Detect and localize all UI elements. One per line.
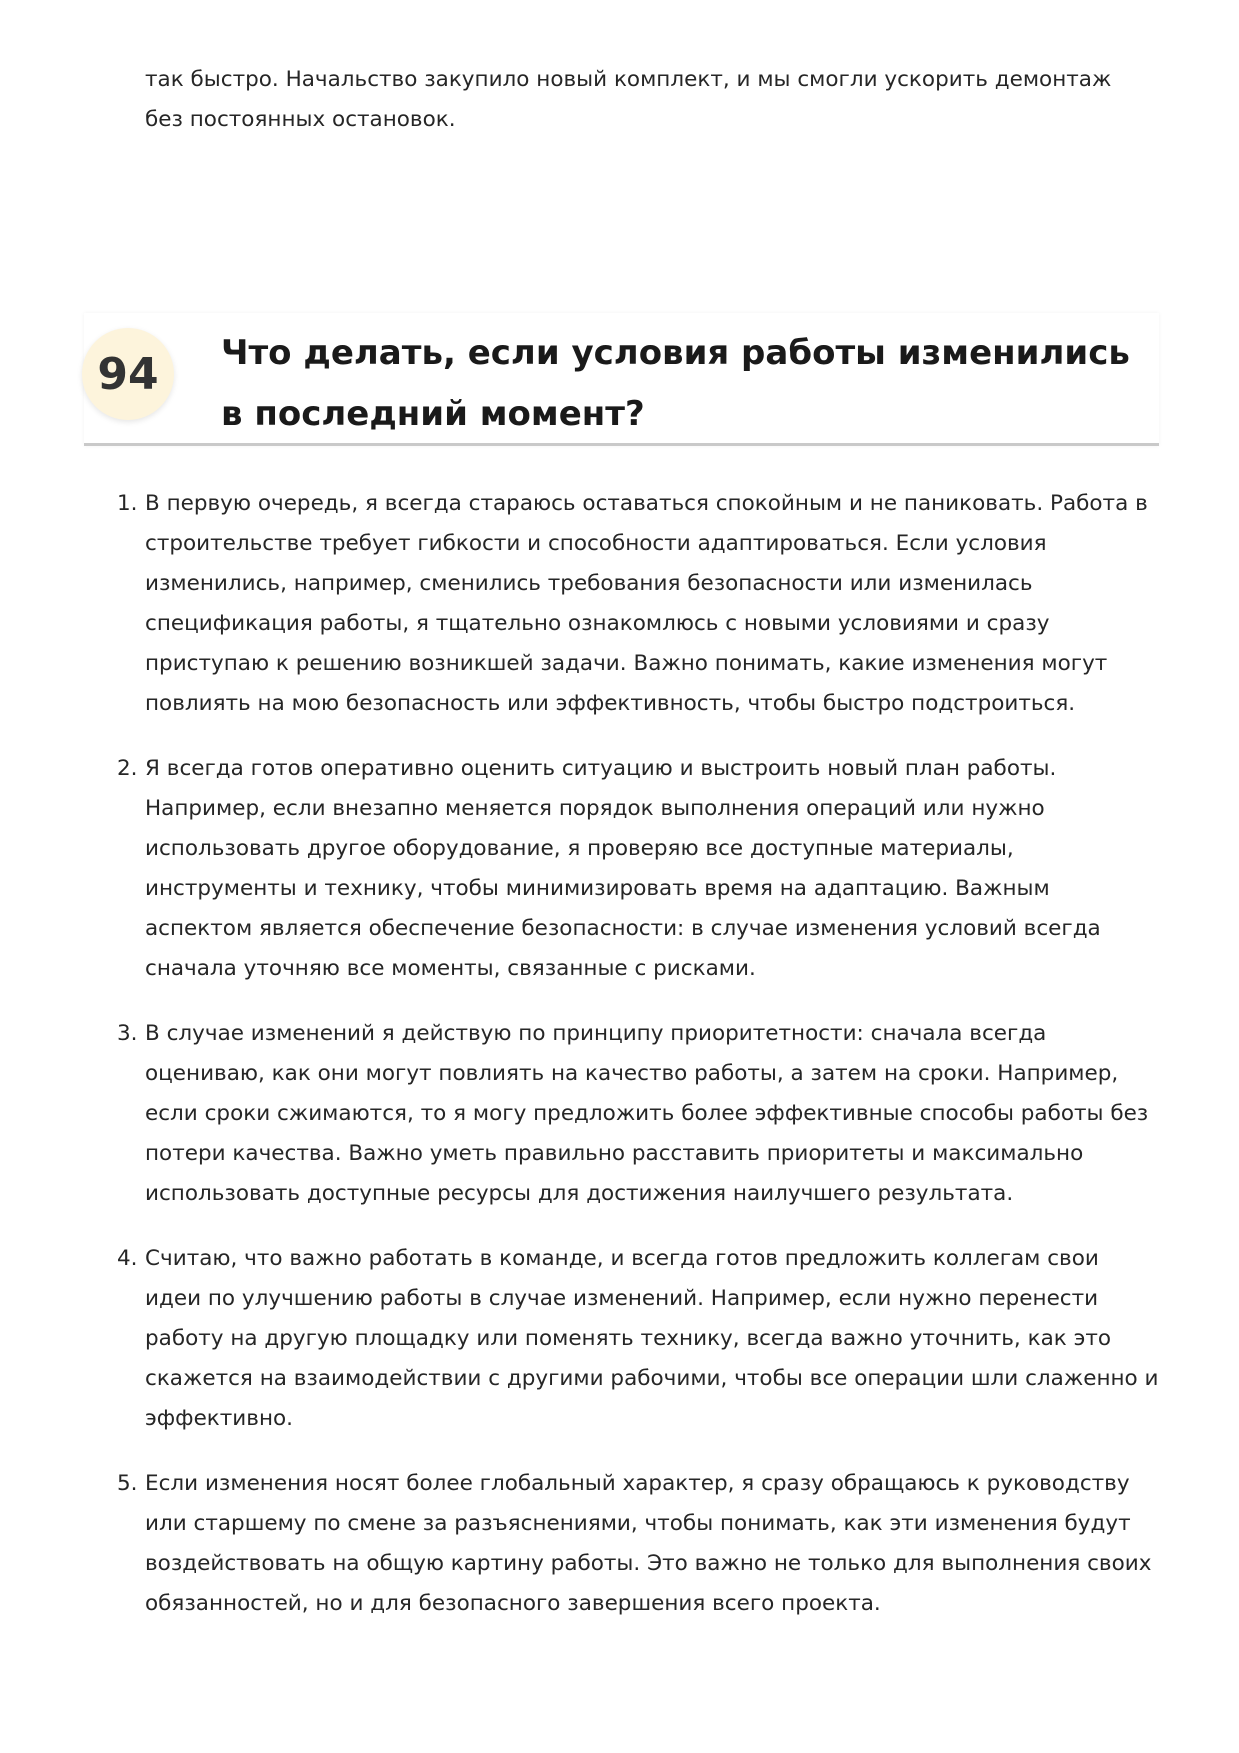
answer-text: В первую очередь, я всегда стараюсь оставаться спокойным и не паниковать. Работа в строительстве требует гибкости и способности адаптироваться. Если условия изменились, например, сменились требования безопасности или изменилась спецификация работы, я тщательно ознакомлюсь с новыми условиями и сразу приступаю к решению возникшей задачи. Важно понимать, какие изменения могут повлиять на мою безопасность или эффективность, чтобы быстро подстроиться. xyxy=(145,491,1148,716)
answer-text: В случае изменений я действую по принципу приоритетности: сначала всегда оцениваю, как они могут повлиять на качество работы, а затем на сроки. Например, если сроки сжимаются, то я могу предложить более эффективные способы работы без потери качества. Важно уметь правильно расставить приоритеты и максимально использовать доступные ресурсы для достижения наилучшего результата. xyxy=(145,1021,1149,1206)
answer-number: 4. xyxy=(117,1246,138,1271)
answer-number: 5. xyxy=(117,1471,138,1496)
answer-item xyxy=(117,749,1160,989)
answer-number: 3. xyxy=(117,1021,138,1046)
answer-item xyxy=(117,1014,1160,1214)
answer-item xyxy=(117,1464,1160,1624)
answer-item xyxy=(117,484,1160,724)
question-title: Что делать, если условия работы изменились в последний момент? xyxy=(221,333,1130,434)
intro-paragraph: так быстро. Начальство закупило новый комплект, и мы смогли ускорить демонтаж без постоянных остановок. xyxy=(145,67,1112,132)
answer-number: 2. xyxy=(117,756,138,781)
question-header xyxy=(84,313,1159,446)
answer-text: Считаю, что важно работать в команде, и всегда готов предложить коллегам свои идеи по улучшению работы в случае изменений. Например, если нужно перенести работу на другую площадку или поменять технику, всегда важно уточнить, как это скажется на взаимодействии с другими рабочими, чтобы все операции шли слаженно и эффективно. xyxy=(145,1246,1159,1431)
answer-text: Я всегда готов оперативно оценить ситуацию и выстроить новый план работы. Например, если внезапно меняется порядок выполнения операций или нужно использовать другое оборудование, я проверяю все доступные материалы, инструменты и технику, чтобы минимизировать время на адаптацию. Важным аспектом является обеспечение безопасности: в случае изменения условий всегда сначала уточняю все моменты, связанные с рисками. xyxy=(145,756,1101,981)
answer-number: 1. xyxy=(117,491,138,516)
answer-list xyxy=(117,484,1160,1649)
answer-text: Если изменения носят более глобальный характер, я сразу обращаюсь к руководству или старшему по смене за разъяснениями, чтобы понимать, как эти изменения будут воздействовать на общую картину работы. Это важно не только для выполнения своих обязанностей, но и для безопасного завершения всего проекта. xyxy=(145,1471,1152,1616)
question-number-badge: 94 xyxy=(82,328,174,420)
answer-item xyxy=(117,1239,1160,1439)
